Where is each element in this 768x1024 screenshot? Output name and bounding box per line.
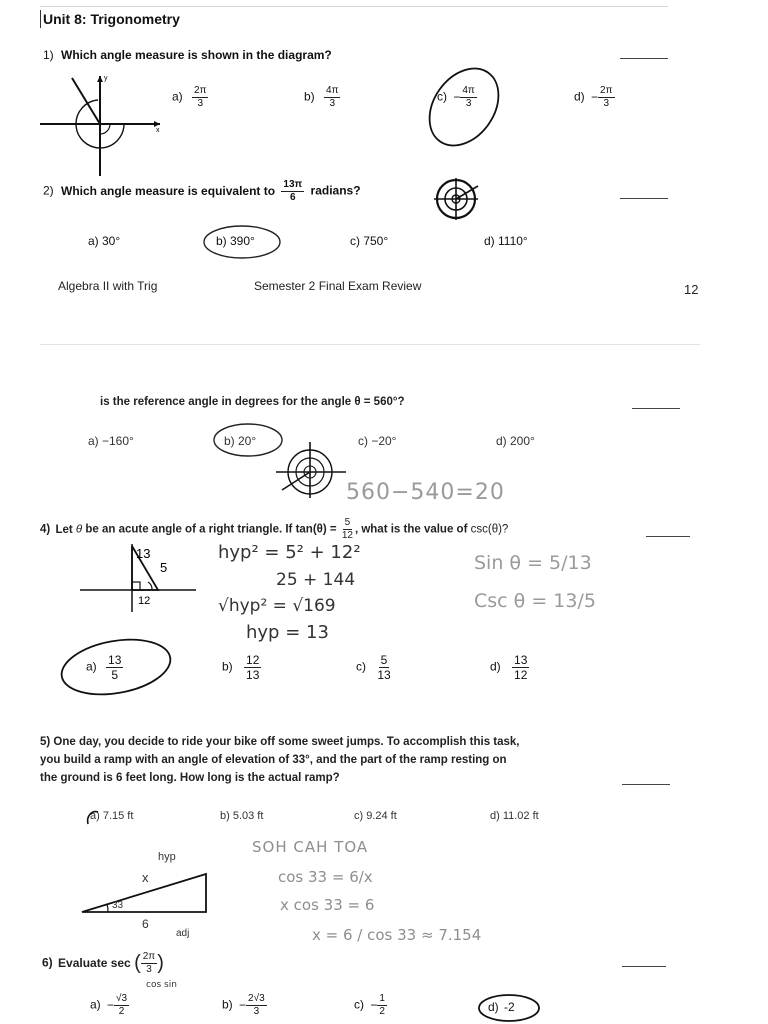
triangle-label-5: 5	[160, 560, 168, 575]
q1-choice-c[interactable]: c) − $\frac{4\pi}{3}$	[437, 85, 475, 109]
q4-work-line-3: √hyp² = √169	[218, 596, 336, 616]
q2-answer-circle	[200, 222, 284, 262]
label-angle: 33	[112, 900, 124, 911]
answer-blank-6[interactable]	[622, 966, 666, 967]
q5-work-line-1: SOH CAH TOA	[252, 838, 369, 856]
q5-work-line-2: cos 33 = 6/x	[278, 868, 373, 886]
q6-choice-b[interactable]: b) − $\frac{2√3}{3}$	[222, 993, 265, 1017]
answer-blank-4[interactable]	[646, 536, 690, 537]
q6-choice-a[interactable]: a) − $\frac{√3}{2}$	[90, 993, 128, 1017]
title-bar	[40, 10, 41, 28]
q5-choice-d[interactable]: d) 11.02 ft	[490, 810, 539, 822]
q4-choice-a[interactable]: a) $\frac{13}{5}$	[86, 653, 122, 682]
question-text: Which angle measure is shown in the diagram?	[61, 48, 332, 62]
triangle-label-13: 13	[136, 546, 151, 561]
question-1	[43, 48, 332, 62]
q5-answer-mark	[84, 808, 106, 828]
q3-choice-d[interactable]: d) 200°	[496, 434, 535, 448]
question-5-line-1: 5) One day, you decide to ride your bike off some sweet jumps. To accomplish this task,	[40, 736, 520, 748]
label-hyp: hyp	[158, 851, 176, 863]
q4-work-line-4: hyp = 13	[246, 622, 329, 643]
label-x: x	[142, 870, 149, 885]
q1-choice-d[interactable]: d) − $\frac{2\pi}{3}$	[574, 85, 613, 109]
q5-work-line-4: x = 6 / cos 33 ≈ 7.154	[312, 926, 482, 944]
q2-choice-c[interactable]: c) 750°	[350, 234, 389, 248]
label-adj: adj	[176, 928, 190, 939]
q5-work-line-3: x cos 33 = 6	[280, 896, 375, 914]
q4-choice-d[interactable]: d) $\frac{13}{12}$	[490, 653, 528, 682]
q2-choice-d[interactable]: d) 1110°	[484, 234, 528, 248]
label-6: 6	[142, 917, 149, 931]
q4-work-line-2: 25 + 144	[276, 570, 356, 590]
q5-choice-b[interactable]: b) 5.03 ft	[220, 810, 264, 822]
q4-triangle-sketch	[78, 542, 198, 614]
x-axis-label: x	[156, 127, 160, 134]
q4-pencil-line-2: Csc θ = 13/5	[474, 590, 596, 612]
q4-choice-b[interactable]: b) $\frac{12}{13}$	[222, 653, 260, 682]
question-number: 1)	[43, 48, 54, 62]
q2-choice-a[interactable]: a) 30°	[88, 234, 121, 248]
q6-scribble: cos sin	[146, 980, 177, 990]
triangle-label-12: 12	[138, 595, 151, 607]
q6-choice-c[interactable]: c) − $\frac{1}{2}$	[354, 993, 385, 1017]
q4-choice-c[interactable]: c) $\frac{5}{13}$	[356, 653, 391, 682]
answer-blank-1[interactable]	[620, 58, 668, 59]
q1-choice-a[interactable]: a) $\frac{2\pi}{3}$	[172, 85, 207, 109]
q3-scratch-angle-sketch	[272, 438, 350, 500]
q3-choice-c[interactable]: c) −20°	[358, 434, 397, 448]
question-5-line-2: you build a ramp with an angle of elevation of 33°, and the part of the ramp resting on	[40, 754, 507, 766]
unit-title: Unit 8: Trigonometry	[43, 11, 180, 27]
q3-work: 560−540=20	[346, 480, 505, 505]
q4-answer-circle	[56, 634, 176, 700]
top-rule	[40, 6, 668, 7]
question-3-text: is the reference angle in degrees for the angle θ = 560°?	[100, 396, 405, 408]
q5-ramp-triangle	[74, 840, 224, 940]
footer-course: Algebra II with Trig	[58, 279, 158, 293]
question-5-line-3: the ground is 6 feet long. How long is the actual ramp?	[40, 772, 340, 784]
answer-blank-3[interactable]	[632, 408, 680, 409]
q1-angle-diagram	[36, 70, 166, 180]
q4-work-line-1: hyp² = 5² + 12²	[218, 542, 361, 563]
footer-title: Semester 2 Final Exam Review	[254, 279, 422, 293]
q6-answer-circle	[474, 990, 544, 1024]
answer-blank-2[interactable]	[620, 198, 668, 199]
q3-choice-b[interactable]: b) 20°	[224, 434, 257, 448]
q2-choice-b[interactable]: b) 390°	[216, 234, 255, 248]
q2-scratch-spiral	[432, 176, 482, 222]
question-4: 4) Let θ be an acute angle of a right triangle. If tan(θ) = $\frac{5}{12}$ , what is the value of csc(θ)?	[40, 517, 509, 541]
q5-choice-a[interactable]: a) 7.15 ft	[90, 810, 134, 822]
question-6: 6) Evaluate sec ( $\frac{2\pi}{3}$ )	[42, 951, 164, 975]
q5-choice-c[interactable]: c) 9.24 ft	[354, 810, 397, 822]
y-axis-label: y	[104, 75, 108, 82]
q3-choice-a[interactable]: a) −160°	[88, 434, 134, 448]
footer-page-number: 12	[684, 282, 699, 297]
answer-blank-5[interactable]	[622, 784, 670, 785]
page-break-rule	[40, 344, 700, 345]
q1-answer-circle	[418, 62, 510, 152]
question-2: 2) Which angle measure is equivalent to $\frac{13\pi}{6}$ radians?	[43, 179, 361, 203]
q1-choice-b[interactable]: b) $\frac{4\pi}{3}$	[304, 85, 339, 109]
angle-arc-inner	[100, 124, 110, 134]
q4-pencil-line-1: Sin θ = 5/13	[474, 552, 592, 574]
q6-choice-d[interactable]: d) -2	[488, 1000, 515, 1014]
